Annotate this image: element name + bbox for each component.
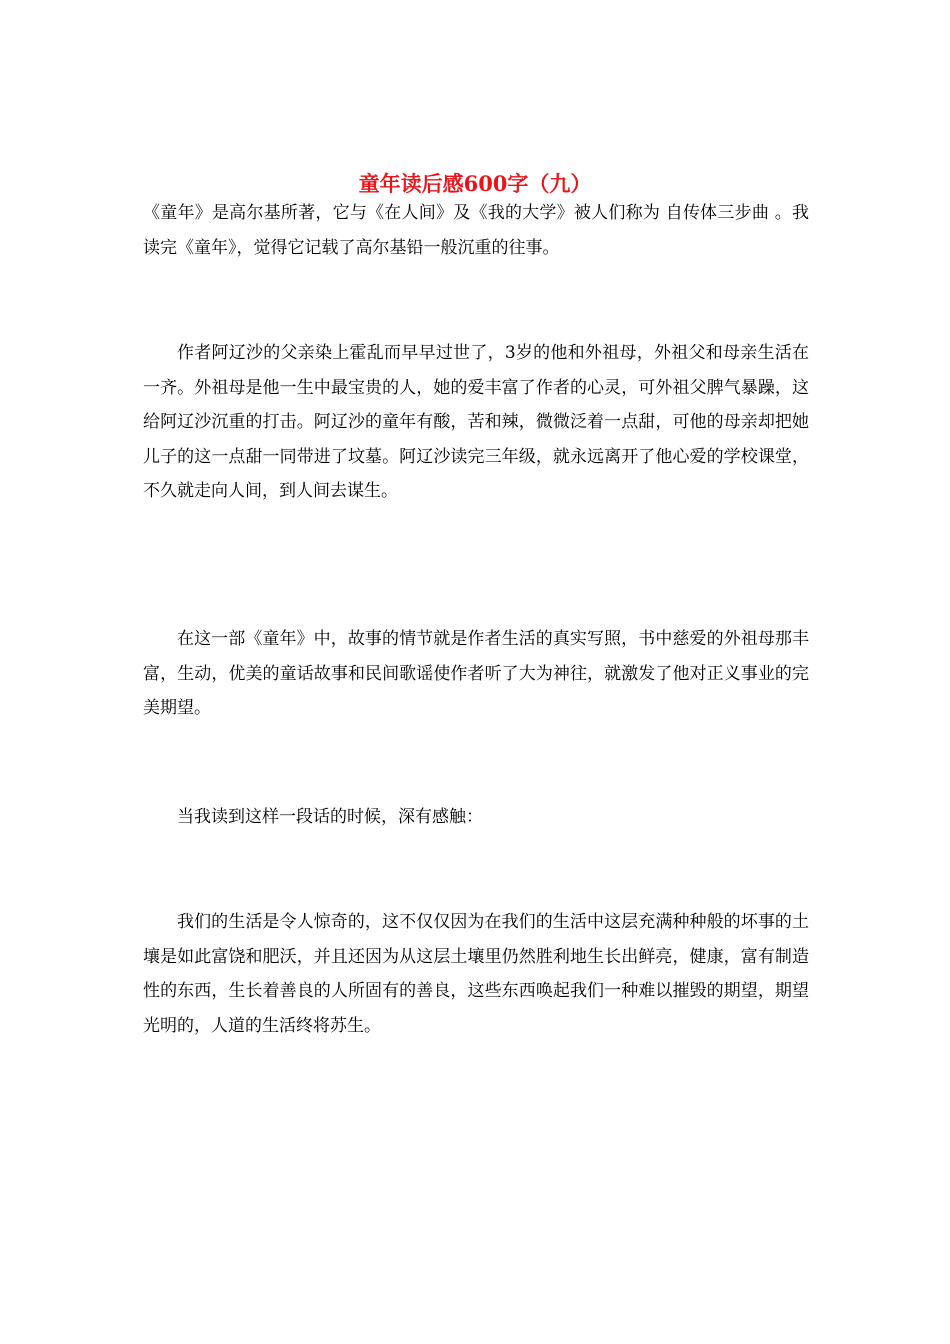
document-title: 童年读后感600字（九） [358, 171, 592, 197]
paragraph-grandmother: 在这一部《童年》中，故事的情节就是作者生活的真实写照，书中慈爱的外祖母那丰富，生动，优美的童话故事和民间歌谣使作者听了大为神往，就激发了他对正义事业的完美期望。 [143, 629, 809, 718]
paragraph-intro: 《童年》是高尔基所著，它与《在人间》及《我的大学》被人们称为 自传体三步曲 。我读完《童年》，觉得它记载了高尔基铅一般沉重的往事。 [143, 203, 809, 258]
paragraph-plot: 作者阿辽沙的父亲染上霍乱而早早过世了，3岁的他和外祖母，外祖父和母亲生活在一齐。外祖母是他一生中最宝贵的人，她的爱丰富了作者的心灵，可外祖父脾气暴躁，这给阿辽沙沉重的打击。阿辽沙的童年有酸，苦和辣，微微泛着一点甜，可他的母亲却把她儿子的这一点甜一同带进了坟墓。阿辽沙读完三年级，就永远离开了他心爱的学校课堂，不久就走向人间，到人间去谋生。 [143, 343, 809, 501]
paragraph-quote: 我们的生活是令人惊奇的，这不仅仅因为在我们的生活中这层充满种种般的坏事的土壤是如此富饶和肥沃，并且还因为从这层土壤里仍然胜利地生长出鲜亮，健康，富有制造性的东西，生长着善良的人所固有的善良，这些东西唤起我们一种难以摧毁的期望，期望光明的，人道的生活终将苏生。 [143, 912, 809, 1036]
paragraph-quote-intro: 当我读到这样一段话的时候，深有感触： [177, 807, 483, 827]
